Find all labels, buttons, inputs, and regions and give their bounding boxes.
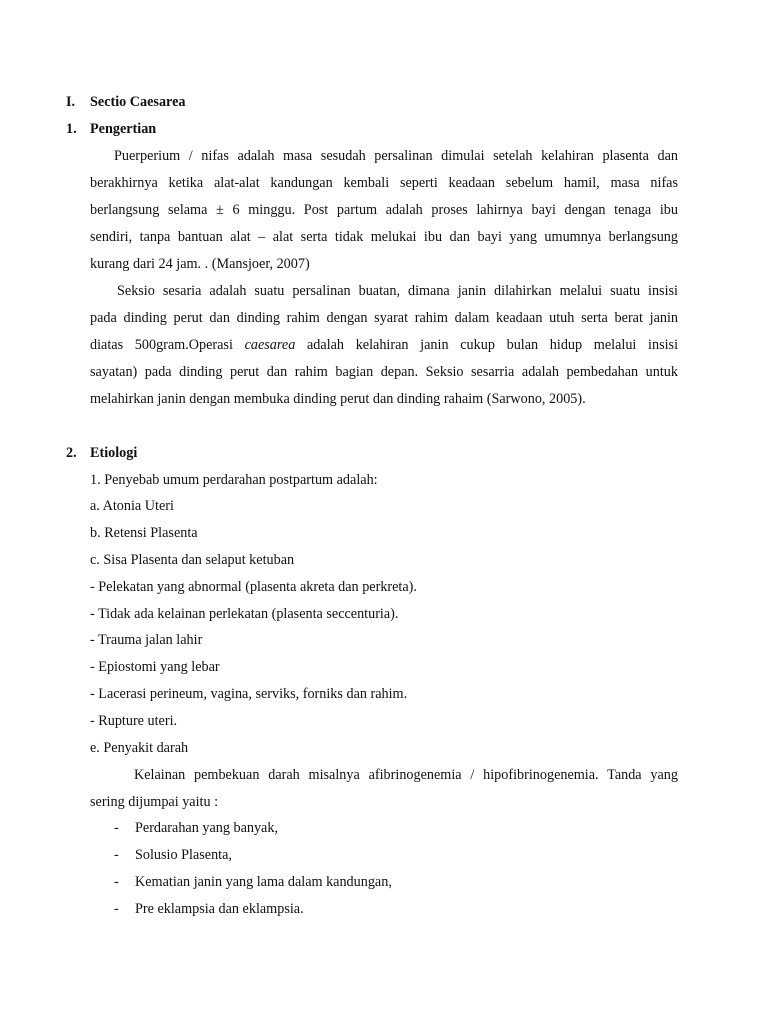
paragraph-2-line-4: sayatan) pada dinding perut dan rahim bagian depan. Seksio sesarria adalah pembedahan untuk: [90, 364, 678, 380]
paragraph-2-line-2: pada dinding perut dan dinding rahim dengan syarat rahim dalam keadaan utuh serta berat janin: [90, 310, 678, 326]
etiologi-intro: 1. Penyebab umum perdarahan postpartum adalah:: [90, 472, 378, 488]
italic-term-caesarea: caesarea: [244, 337, 296, 353]
paragraph-1-line-4: sendiri, tanpa bantuan alat – alat serta tidak melukai ibu dan bayi yang umumnya berlangsung: [90, 229, 678, 245]
list-dash: -: [114, 820, 119, 836]
etiologi-item: - Tidak ada kelainan perlekatan (plasenta seccenturia).: [90, 606, 399, 622]
paragraph-2-line-5: melahirkan janin dengan membuka dinding perut dan dinding rahaim (Sarwono, 2005).: [90, 391, 586, 407]
etiologi-item: - Pelekatan yang abnormal (plasenta akreta dan perkreta).: [90, 579, 417, 595]
etiologi-item: - Epiostomi yang lebar: [90, 659, 220, 675]
paragraph-2-line-3-after: adalah kelahiran janin cukup bulan hidup melalui insisi: [307, 337, 679, 353]
sign-text: Pre eklampsia dan eklampsia.: [135, 901, 304, 917]
subsection-title: Etiologi: [90, 445, 138, 461]
paragraph-2-line-3: [90, 336, 678, 354]
paragraph-1-line-2: berakhirnya ketika alat-alat kandungan kembali seperti keadaan sebelum hamil, masa nifas: [90, 175, 678, 191]
etiologi-item: a. Atonia Uteri: [90, 498, 174, 514]
section-title: Sectio Caesarea: [90, 94, 186, 110]
etiologi-item: c. Sisa Plasenta dan selaput ketuban: [90, 552, 295, 568]
sign-text: Kematian janin yang lama dalam kandungan,: [135, 874, 392, 890]
list-dash: -: [114, 901, 119, 917]
paragraph-2-line-3-before: diatas 500gram.Operasi: [90, 337, 233, 353]
sign-list-item: [114, 900, 304, 918]
paragraph-1-line-3: berlangsung selama ± 6 minggu. Post partum adalah proses lahirnya bayi dengan tenaga ibu: [90, 202, 678, 218]
sign-text: Perdarahan yang banyak,: [135, 820, 278, 836]
etiologi-item: e. Penyakit darah: [90, 740, 189, 756]
etiologi-item: - Trauma jalan lahir: [90, 632, 203, 648]
paragraph-2-line-1: Seksio sesaria adalah suatu persalinan buatan, dimana janin dilahirkan melalui suatu insisi: [117, 283, 678, 299]
etiologi-item: - Lacerasi perineum, vagina, serviks, forniks dan rahim.: [90, 686, 408, 702]
paragraph-1-line-1: Puerperium / nifas adalah masa sesudah persalinan dimulai setelah kelahiran plasenta dan: [114, 148, 678, 164]
list-dash: -: [114, 874, 119, 890]
sign-list-item: [114, 873, 392, 891]
subsection-number: 1.: [66, 121, 77, 137]
kelainan-line-1: Kelainan pembekuan darah misalnya afibrinogenemia / hipofibrinogenemia. Tanda yang: [134, 767, 678, 783]
etiologi-item: - Rupture uteri.: [90, 713, 178, 729]
section-heading: [66, 93, 185, 111]
paragraph-1-line-5: kurang dari 24 jam. . (Mansjoer, 2007): [90, 256, 310, 272]
sign-list-item: [114, 846, 232, 864]
sign-text: Solusio Plasenta,: [135, 847, 232, 863]
kelainan-line-2: sering dijumpai yaitu :: [90, 794, 219, 810]
sign-list-item: [114, 819, 278, 837]
subsection-heading-pengertian: [66, 120, 156, 138]
subsection-number: 2.: [66, 445, 77, 461]
subsection-heading-etiologi: [66, 444, 137, 462]
section-number: I.: [66, 94, 76, 110]
subsection-title: Pengertian: [90, 121, 157, 137]
list-dash: -: [114, 847, 119, 863]
etiologi-item: b. Retensi Plasenta: [90, 525, 198, 541]
